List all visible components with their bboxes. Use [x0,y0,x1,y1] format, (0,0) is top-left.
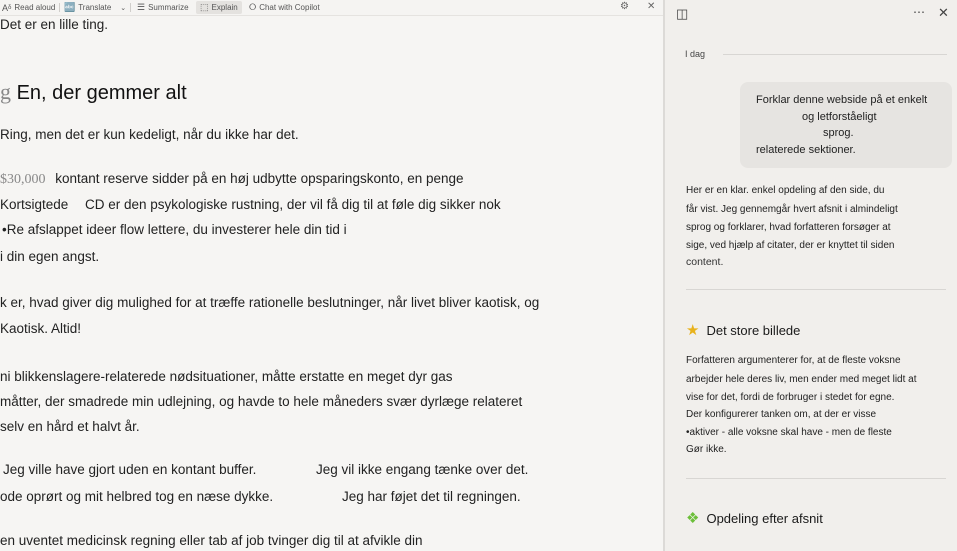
article-text: Jeg ville have gjort uden en kontant buffer. [3,462,257,477]
more-options-icon[interactable]: ⋯ [913,5,925,19]
toolbar-divider [59,3,60,12]
article-text: Ring, men det er kun kedeligt, når du ikke har det. [0,127,299,142]
section-divider [686,289,946,290]
user-message-text: Forklar denne webside på et enkelt [756,94,928,106]
chevron-down-icon[interactable]: ⌄ [120,4,127,12]
article-text: k er, hvad giver dig mulighed for at træffe rationelle beslutninger, når livet bliver kaotisk, og [0,295,540,310]
answer-text: Her er en klar. enkel opdeling af den side, du [686,185,885,196]
article-heading: g En, der gemmer alt [0,79,187,104]
article-text: $30,000 kontant reserve sidder på en høj udbytte opsparingskonto, en penge [0,171,464,187]
copilot-panel [665,0,957,551]
article-text: •Re afslappet ideer flow lettere, du investerer hele din tid i [2,222,347,237]
article-text: måtter, der smadrede min udlejning, og havde to hele måneders svær dyrlæge relateret [0,394,523,409]
money-figure: $30,000 [0,172,46,187]
section-body-text: •aktiver - alle voksne skal have - men de fleste [686,427,892,438]
explain-button[interactable]: ⬚ Explain [196,1,242,14]
section-divider [686,478,946,479]
article-text: Det er en lille ting. [0,17,109,32]
chat-with-copilot-button[interactable]: ⭘ Chat with Copilot [249,2,320,12]
article-text: Kortsigtede [0,197,69,212]
translate-button[interactable]: 🔤 Translate ⌄ [64,2,127,12]
star-icon: ★ [686,322,700,339]
article-text: CD er den psykologiske rustning, der vil få dig til at føle dig sikker nok [85,197,501,212]
user-message-bubble [740,82,952,168]
date-separator-label: I dag [685,49,706,59]
summarize-button[interactable]: ☰ Summarize [137,2,189,12]
article-text: ode oprørt og mit helbred tog en næse dykke. [0,489,274,504]
section-title: ★ Det store billede [686,322,801,339]
article-text: i din egen angst. [0,249,100,264]
section-body-text: arbejder hele deres liv, men ender med meget lidt at [686,374,917,385]
user-message-text: relaterede sektioner. [756,144,856,156]
article-text: Jeg har føjet det til regningen. [342,489,521,504]
puzzle-piece-icon: ❖ [686,510,700,527]
translate-icon: 🔤 [64,2,76,12]
article-content [0,16,663,551]
settings-gear-icon[interactable]: ⚙ [620,1,629,12]
toolbar-divider [130,3,131,12]
section-title: ❖ Opdeling efter afsnit [686,510,823,527]
reader-toolbar [0,0,663,16]
close-icon[interactable]: ✕ [647,1,656,12]
answer-text: sige, ved hjælp af citater, der er knyttet til siden [686,240,895,251]
article-text: en uventet medicinsk regning eller tab af job tvinger dig til at afvikle din [0,533,423,548]
article-text: Kaotisk. Altid! [0,321,82,336]
date-separator-line [723,54,947,55]
summarize-icon: ☰ [137,2,146,12]
close-icon[interactable]: ✕ [938,5,949,20]
sidebar-toggle-icon[interactable]: ◫ [676,6,689,21]
section-body-text: Der konfigurerer tanken om, at der er visse [686,409,877,420]
section-body-text: Gør ikke. [686,444,727,455]
answer-text: sprog og forklarer, hvad forfatteren forsøger at [686,222,891,233]
read-aloud-button[interactable]: Aᵟ Read aloud [2,2,56,13]
article-text: Jeg vil ikke engang tænke over det. [316,462,529,477]
answer-text: content. [686,256,724,268]
read-aloud-icon: Aᵟ [2,2,12,13]
answer-text: får vist. Jeg gennemgår hvert afsnit i almindeligt [686,204,898,215]
article-text: ni blikkenslagere-relaterede nødsituationer, måtte erstatte en meget dyr gas [0,369,453,384]
article-text: selv en hård et halvt år. [0,419,140,434]
section-body-text: Forfatteren argumenterer for, at de fleste voksne [686,355,901,366]
section-body-text: vise for det, fordi de forbruger i stedet for egne. [686,392,895,403]
user-message-text: og letforståeligt [802,111,877,123]
user-message-text: sprog. [823,127,854,139]
explain-icon: ⬚ [200,2,209,12]
copilot-icon: ⭘ [249,2,257,12]
